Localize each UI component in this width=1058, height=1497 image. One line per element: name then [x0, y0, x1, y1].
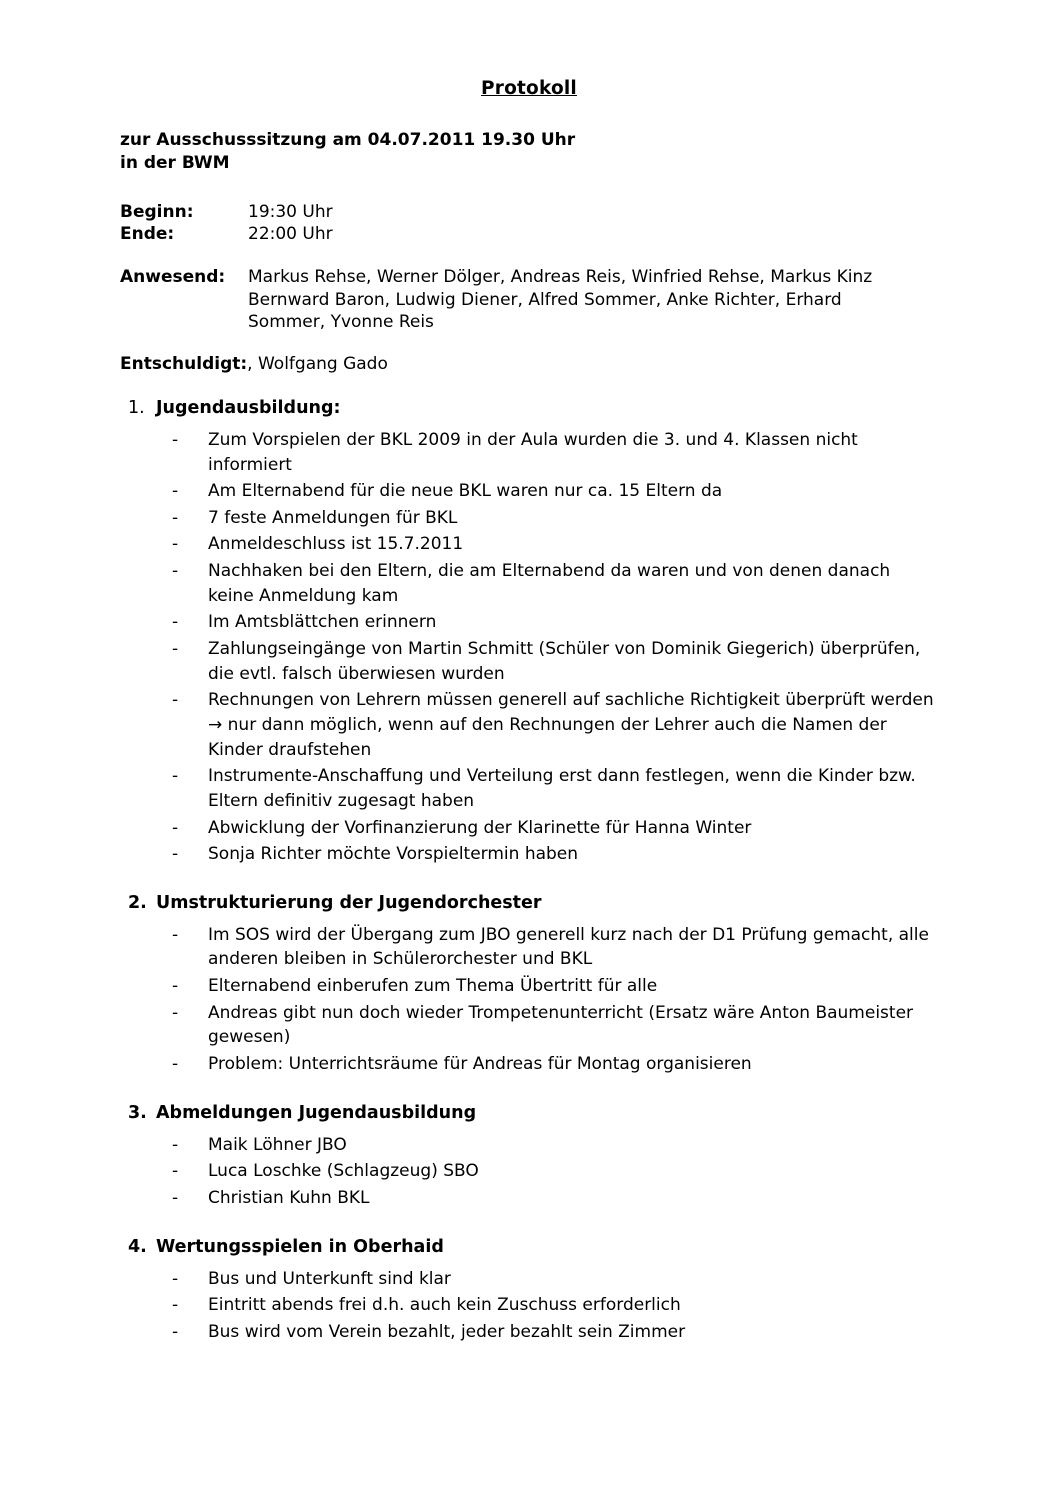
list-item: - Nachhaken bei den Eltern, die am Elternabend da waren und von denen danach keine Anmeldung kam — [164, 559, 938, 608]
attendees-label: Anwesend: — [120, 267, 226, 288]
attendees-line-1: Markus Rehse, Werner Dölger, Andreas Reis, Winfried Rehse, Markus Kinz — [248, 267, 873, 288]
list-item: - Zahlungseingänge von Martin Schmitt (Schüler von Dominik Giegerich) überprüfen, die evtl. falsch überwiesen wurden — [164, 637, 938, 686]
list-item: - 7 feste Anmeldungen für BKL — [164, 506, 938, 531]
section-3-list — [120, 1133, 938, 1211]
excused-label: Entschuldigt: — [120, 353, 248, 374]
list-item: - Christian Kuhn BKL — [164, 1186, 938, 1211]
section-1-list — [120, 428, 938, 867]
meeting-start-value: 19:30 Uhr — [248, 201, 333, 222]
list-item: - Andreas gibt nun doch wieder Trompetenunterricht (Ersatz wäre Anton Baumeister gewesen) — [164, 1001, 938, 1050]
section-3 — [120, 1103, 938, 1211]
excused-block — [120, 354, 938, 374]
section-4-title: Wertungsspielen in Oberhaid — [156, 1236, 444, 1257]
section-2 — [120, 893, 938, 1077]
list-item: - Sonja Richter möchte Vorspieltermin haben — [164, 842, 938, 867]
section-2-number: 2. — [128, 892, 147, 913]
excused-value: , Wolfgang Gado — [247, 353, 388, 374]
list-item: - Rechnungen von Lehrern müssen generell auf sachliche Richtigkeit überprüft werden → nur dann möglich, wenn auf den Rechnungen der Lehrer auch die Namen der Kinder draufstehen — [164, 688, 938, 762]
list-item: - Im Amtsblättchen erinnern — [164, 610, 938, 635]
section-1-number: 1. — [128, 397, 145, 418]
section-2-list — [120, 923, 938, 1077]
section-3-number: 3. — [128, 1102, 147, 1123]
section-1 — [120, 398, 938, 867]
list-item: - Bus und Unterkunft sind klar — [164, 1267, 938, 1292]
list-item: - Bus wird vom Verein bezahlt, jeder bezahlt sein Zimmer — [164, 1320, 938, 1345]
section-4-list — [120, 1267, 938, 1345]
meeting-times — [120, 201, 938, 246]
section-4-heading — [120, 1237, 938, 1257]
section-2-title: Umstrukturierung der Jugendorchester — [156, 892, 542, 913]
section-1-heading — [120, 398, 938, 418]
attendees-line-3: Sommer, Yvonne Reis — [248, 312, 434, 333]
section-4 — [120, 1237, 938, 1345]
attendees-value — [248, 266, 938, 334]
list-item: - Maik Löhner JBO — [164, 1133, 938, 1158]
document-subtitle — [120, 129, 938, 175]
subtitle-line-1: zur Ausschusssitzung am 04.07.2011 19.30 Uhr — [120, 130, 576, 150]
meeting-end-value: 22:00 Uhr — [248, 224, 333, 245]
list-item: - Am Elternabend für die neue BKL waren nur ca. 15 Eltern da — [164, 479, 938, 504]
page-title: Protokoll — [481, 78, 577, 99]
list-item: - Eintritt abends frei d.h. auch kein Zuschuss erforderlich — [164, 1293, 938, 1318]
attendees-block — [120, 266, 938, 334]
section-4-number: 4. — [128, 1236, 147, 1257]
attendees-line-2: Bernward Baron, Ludwig Diener, Alfred Sommer, Anke Richter, Erhard — [248, 289, 842, 310]
meeting-end-label: Ende: — [120, 224, 175, 245]
list-item: - Zum Vorspielen der BKL 2009 in der Aula wurden die 3. und 4. Klassen nicht informiert — [164, 428, 938, 477]
list-item: - Anmeldeschluss ist 15.7.2011 — [164, 532, 938, 557]
section-3-title: Abmeldungen Jugendausbildung — [156, 1102, 477, 1123]
list-item: - Problem: Unterrichtsräume für Andreas für Montag organisieren — [164, 1052, 938, 1077]
list-item: - Instrumente-Anschaffung und Verteilung erst dann festlegen, wenn die Kinder bzw. Eltern definitiv zugesagt haben — [164, 764, 938, 813]
meeting-start-label: Beginn: — [120, 201, 194, 222]
subtitle-line-2: in der BWM — [120, 152, 230, 173]
list-item: - Elternabend einberufen zum Thema Übertritt für alle — [164, 974, 938, 999]
section-1-title: Jugendausbildung: — [156, 397, 341, 418]
list-item: - Luca Loschke (Schlagzeug) SBO — [164, 1159, 938, 1184]
meeting-end-row — [120, 223, 938, 246]
section-3-heading — [120, 1103, 938, 1123]
list-item: - Im SOS wird der Übergang zum JBO generell kurz nach der D1 Prüfung gemacht, alle anderen bleiben in Schülerorchester und BKL — [164, 923, 938, 972]
attendees-row — [120, 266, 938, 334]
list-item: - Abwicklung der Vorfinanzierung der Klarinette für Hanna Winter — [164, 816, 938, 841]
section-2-heading — [120, 893, 938, 913]
meeting-start-row — [120, 201, 938, 224]
